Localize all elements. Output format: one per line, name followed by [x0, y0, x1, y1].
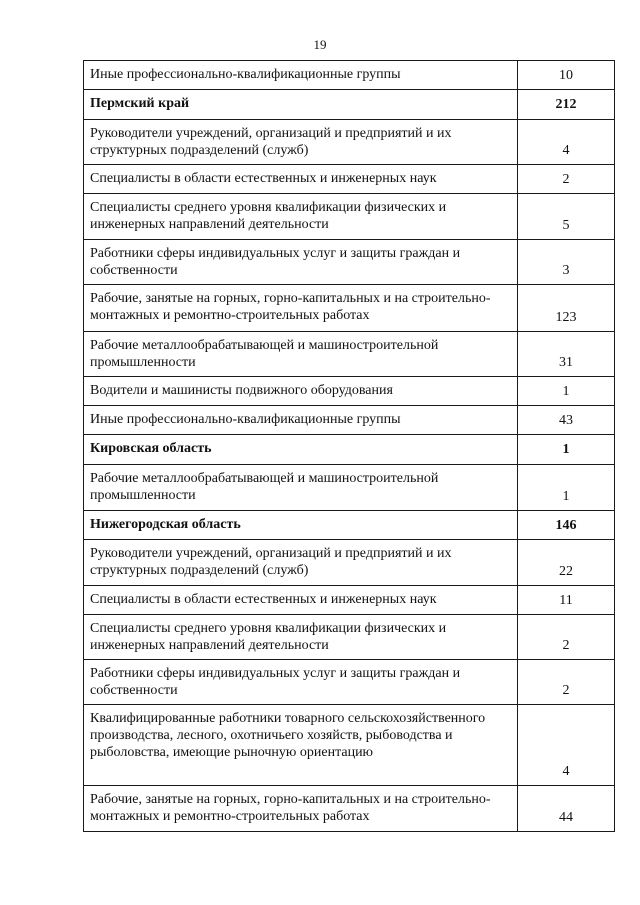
- count-value: 5: [518, 194, 615, 240]
- count-value: 31: [518, 332, 615, 377]
- table-row: [84, 786, 615, 832]
- table-row: [84, 465, 615, 511]
- count-value: 123: [518, 285, 615, 332]
- occupation-group-label: Работники сферы индивидуальных услуг и защиты граждан и собственности: [84, 660, 518, 705]
- count-value: 44: [518, 786, 615, 832]
- occupation-group-label: Рабочие, занятые на горных, горно-капитальных и на строительно-монтажных и ремонтно-строительных работах: [84, 786, 518, 832]
- region-name: Пермский край: [84, 90, 518, 120]
- page-number: 19: [313, 37, 327, 52]
- occupation-group-label: Руководители учреждений, организаций и предприятий и их структурных подразделений (служб): [84, 120, 518, 165]
- count-value: 10: [518, 61, 615, 90]
- region-total-value: 1: [518, 435, 615, 465]
- table-row: [84, 332, 615, 377]
- count-value: 2: [518, 660, 615, 705]
- occupation-group-label: Рабочие металлообрабатывающей и машиностроительной промышленности: [84, 332, 518, 377]
- table-row: [84, 615, 615, 660]
- table-row: [84, 194, 615, 240]
- occupation-group-label: Рабочие, занятые на горных, горно-капитальных и на строительно-монтажных и ремонтно-строительных работах: [84, 285, 518, 332]
- occupation-group-label: Водители и машинисты подвижного оборудования: [84, 377, 518, 406]
- region-total-value: 146: [518, 511, 615, 540]
- table-row: [84, 406, 615, 435]
- table-row: [84, 61, 615, 90]
- occupation-group-label: Работники сферы индивидуальных услуг и защиты граждан и собственности: [84, 240, 518, 285]
- count-value: 43: [518, 406, 615, 435]
- occupation-group-label: Специалисты среднего уровня квалификации физических и инженерных направлений деятельности: [84, 615, 518, 660]
- count-value: 4: [518, 120, 615, 165]
- table-row: [84, 586, 615, 615]
- occupation-group-label: Специалисты среднего уровня квалификации физических и инженерных направлений деятельности: [84, 194, 518, 240]
- count-value: 1: [518, 465, 615, 511]
- table-row: [84, 285, 615, 332]
- count-value: 2: [518, 165, 615, 194]
- occupation-group-label: Рабочие металлообрабатывающей и машиностроительной промышленности: [84, 465, 518, 511]
- occupation-group-label: Руководители учреждений, организаций и предприятий и их структурных подразделений (служб): [84, 540, 518, 586]
- table-row: [84, 165, 615, 194]
- occupation-group-label: Специалисты в области естественных и инженерных наук: [84, 586, 518, 615]
- table-body: [84, 61, 615, 832]
- count-value: 4: [518, 705, 615, 786]
- region-row: [84, 90, 615, 120]
- table-row: [84, 377, 615, 406]
- statistics-table: [83, 60, 615, 832]
- occupation-group-label: Иные профессионально-квалификационные группы: [84, 406, 518, 435]
- table-row: [84, 660, 615, 705]
- count-value: 22: [518, 540, 615, 586]
- region-row: [84, 435, 615, 465]
- table-row: [84, 120, 615, 165]
- region-total-value: 212: [518, 90, 615, 120]
- count-value: 1: [518, 377, 615, 406]
- table-row: [84, 240, 615, 285]
- count-value: 2: [518, 615, 615, 660]
- occupation-group-label: Иные профессионально-квалификационные группы: [84, 61, 518, 90]
- table-row: [84, 540, 615, 586]
- occupation-group-label: Специалисты в области естественных и инженерных наук: [84, 165, 518, 194]
- occupation-group-label: Квалифицированные работники товарного сельскохозяйственного производства, лесного, охотничьего хозяйств, рыбоводства и рыболовства, имеющие рыночную ориентацию: [84, 705, 518, 786]
- region-name: Кировская область: [84, 435, 518, 465]
- region-row: [84, 511, 615, 540]
- count-value: 3: [518, 240, 615, 285]
- region-name: Нижегородская область: [84, 511, 518, 540]
- table-row: [84, 705, 615, 786]
- count-value: 11: [518, 586, 615, 615]
